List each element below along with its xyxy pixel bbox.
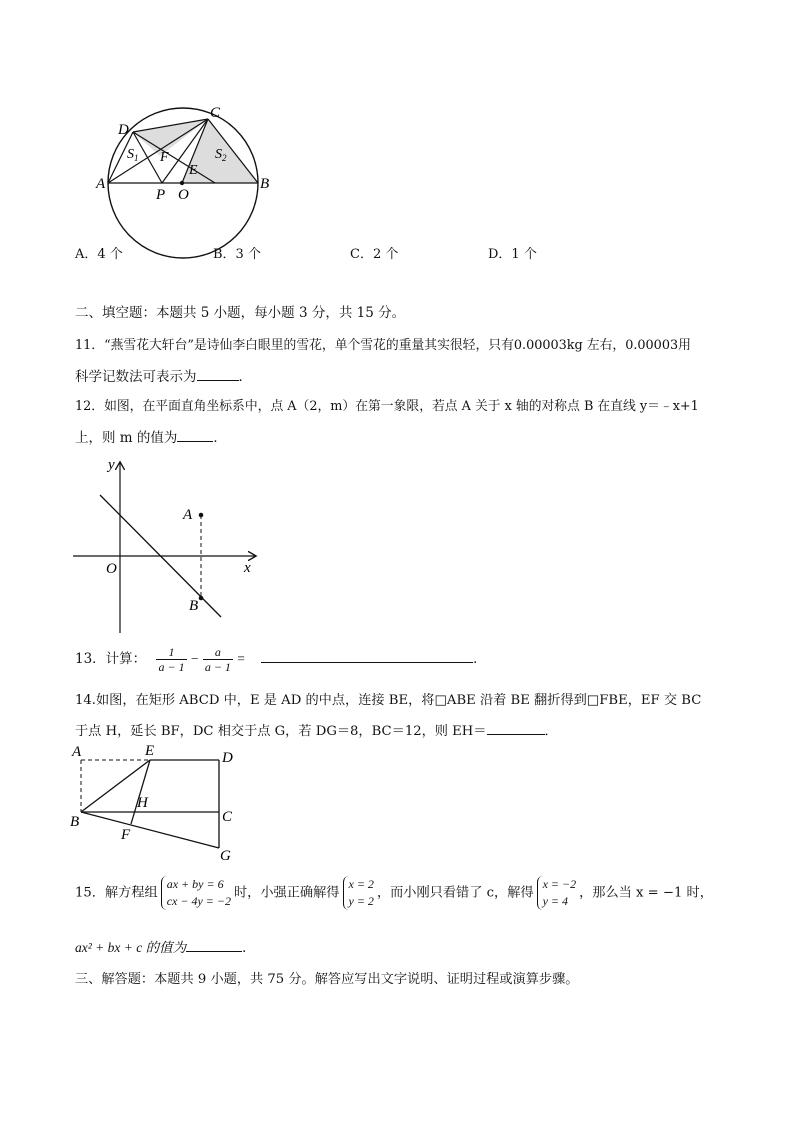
option-a[interactable]: A．4 个 — [75, 247, 123, 262]
q14-line2 — [75, 720, 558, 739]
label-S1-sub: 1 — [134, 153, 139, 163]
rect-label-B: B — [70, 814, 80, 830]
q15-end: ． — [242, 940, 256, 956]
q15-expression: ax² + bx + c 的值为 — [75, 940, 187, 955]
q15-sys2-eq1: x = 2 — [348, 877, 374, 891]
q12-text: 上，则 m 的值为 — [75, 430, 178, 446]
coordinate-figure — [65, 455, 265, 635]
q15-sys1-eq1: ax + by = 6 — [166, 877, 224, 891]
q15-line1 — [75, 876, 713, 910]
q15-system-2 — [343, 876, 374, 910]
q13-frac1-num: 1 — [156, 645, 186, 660]
rect-label-D: D — [222, 750, 233, 766]
q13-frac2-num: a — [203, 645, 233, 660]
svg-text:S1 — [127, 147, 139, 163]
q15-sys2-eq2: y = 2 — [348, 894, 374, 908]
section-3-heading: 三、解答题：本题共 9 小题，共 75 分。解答应写出文字说明、证明过程或演算步骤。 — [75, 972, 579, 987]
q15-sys1-eq2: cx − 4y = −2 — [166, 894, 231, 908]
q13-prefix: 13．计算： — [75, 651, 147, 667]
section-2-heading: 二、填空题：本题共 5 小题，每小题 3 分，共 15 分。 — [75, 305, 406, 321]
q13-end: ． — [473, 651, 487, 667]
option-d[interactable]: D．1 个 — [488, 247, 537, 262]
origin-label: O — [106, 561, 117, 577]
q15-answer-blank[interactable] — [186, 951, 242, 952]
q11-line2 — [75, 365, 252, 385]
q13-frac1-den: a − 1 — [158, 660, 185, 674]
q12-line2 — [75, 426, 227, 446]
axis-x-label: x — [244, 560, 251, 576]
q15-mid1: 时，小强正确解得 — [234, 885, 340, 901]
point-a-label: A — [183, 507, 193, 523]
q15-prefix: 15．解方程组 — [75, 885, 158, 901]
label-E: E — [189, 163, 198, 178]
q11-line1: 11．“燕雪花大轩台”是诗仙李白眼里的雪花，单个雪花的重量其实很轻，只有0.00003kg 左右，0.00003用 — [75, 338, 691, 353]
rectangle-figure — [68, 740, 248, 865]
q14-end: ． — [544, 724, 558, 739]
q13-minus: − — [190, 651, 199, 666]
q13-fraction-2 — [203, 645, 233, 674]
q12-answer-blank[interactable] — [177, 441, 213, 442]
q11-answer-blank[interactable] — [197, 380, 239, 381]
q12-end: ． — [213, 430, 227, 446]
label-D: D — [118, 122, 129, 138]
q15-mid2: ，而小刚只看错了 c，解得 — [376, 885, 534, 901]
q15-line2 — [75, 936, 256, 956]
label-B: B — [260, 176, 270, 192]
rect-label-F: F — [121, 827, 131, 843]
q14-answer-blank[interactable] — [487, 734, 545, 735]
q11-end: ． — [238, 369, 252, 385]
rect-label-C: C — [222, 809, 233, 825]
label-O: O — [178, 187, 189, 203]
q13-answer-blank[interactable] — [261, 662, 473, 663]
q13-frac2-den: a − 1 — [204, 660, 231, 674]
rect-label-H: H — [137, 795, 148, 811]
q15-mid3: ，那么当 x = −1 时， — [579, 885, 713, 901]
q15-sys3-eq2: y = 4 — [542, 894, 569, 908]
q11-text: 科学记数法可表示为 — [75, 369, 197, 385]
q13-line — [75, 645, 487, 674]
rect-label-G: G — [220, 848, 231, 864]
label-C: C — [210, 105, 221, 121]
label-S2: S — [215, 147, 222, 162]
option-c[interactable]: C．2 个 — [350, 247, 399, 262]
q15-system-3 — [537, 876, 577, 910]
rect-label-E: E — [145, 743, 155, 759]
axis-y-label: y — [108, 457, 115, 473]
label-S1: S — [127, 147, 134, 162]
q14-line1: 14.如图，在矩形 ABCD 中，E 是 AD 的中点，连接 BE，将□ABE 沿着 BE 翻折得到□FBE，EF 交 BC — [75, 693, 702, 708]
q15-sys3-eq1: x = −2 — [542, 877, 577, 891]
q12-line1: 12．如图，在平面直角坐标系中，点 A（2，m）在第一象限，若点 A 关于 x 轴的对称点 B 在直线 y＝﹣x+1 — [75, 399, 699, 414]
q13-fraction-1 — [156, 645, 186, 674]
point-b-label: B — [189, 598, 199, 614]
option-b[interactable]: B．3 个 — [213, 247, 261, 262]
label-A: A — [96, 176, 106, 192]
q13-equals: = — [237, 651, 245, 666]
circle-figure — [95, 100, 285, 260]
rect-label-A: A — [72, 744, 82, 760]
q14-text: 于点 H，延长 BF，DC 相交于点 G，若 DG＝8，BC＝12，则 EH＝ — [75, 724, 487, 739]
label-F: F — [160, 150, 169, 165]
label-P: P — [156, 187, 166, 203]
label-S2-sub: 2 — [222, 153, 227, 163]
q15-system-1 — [161, 876, 231, 910]
